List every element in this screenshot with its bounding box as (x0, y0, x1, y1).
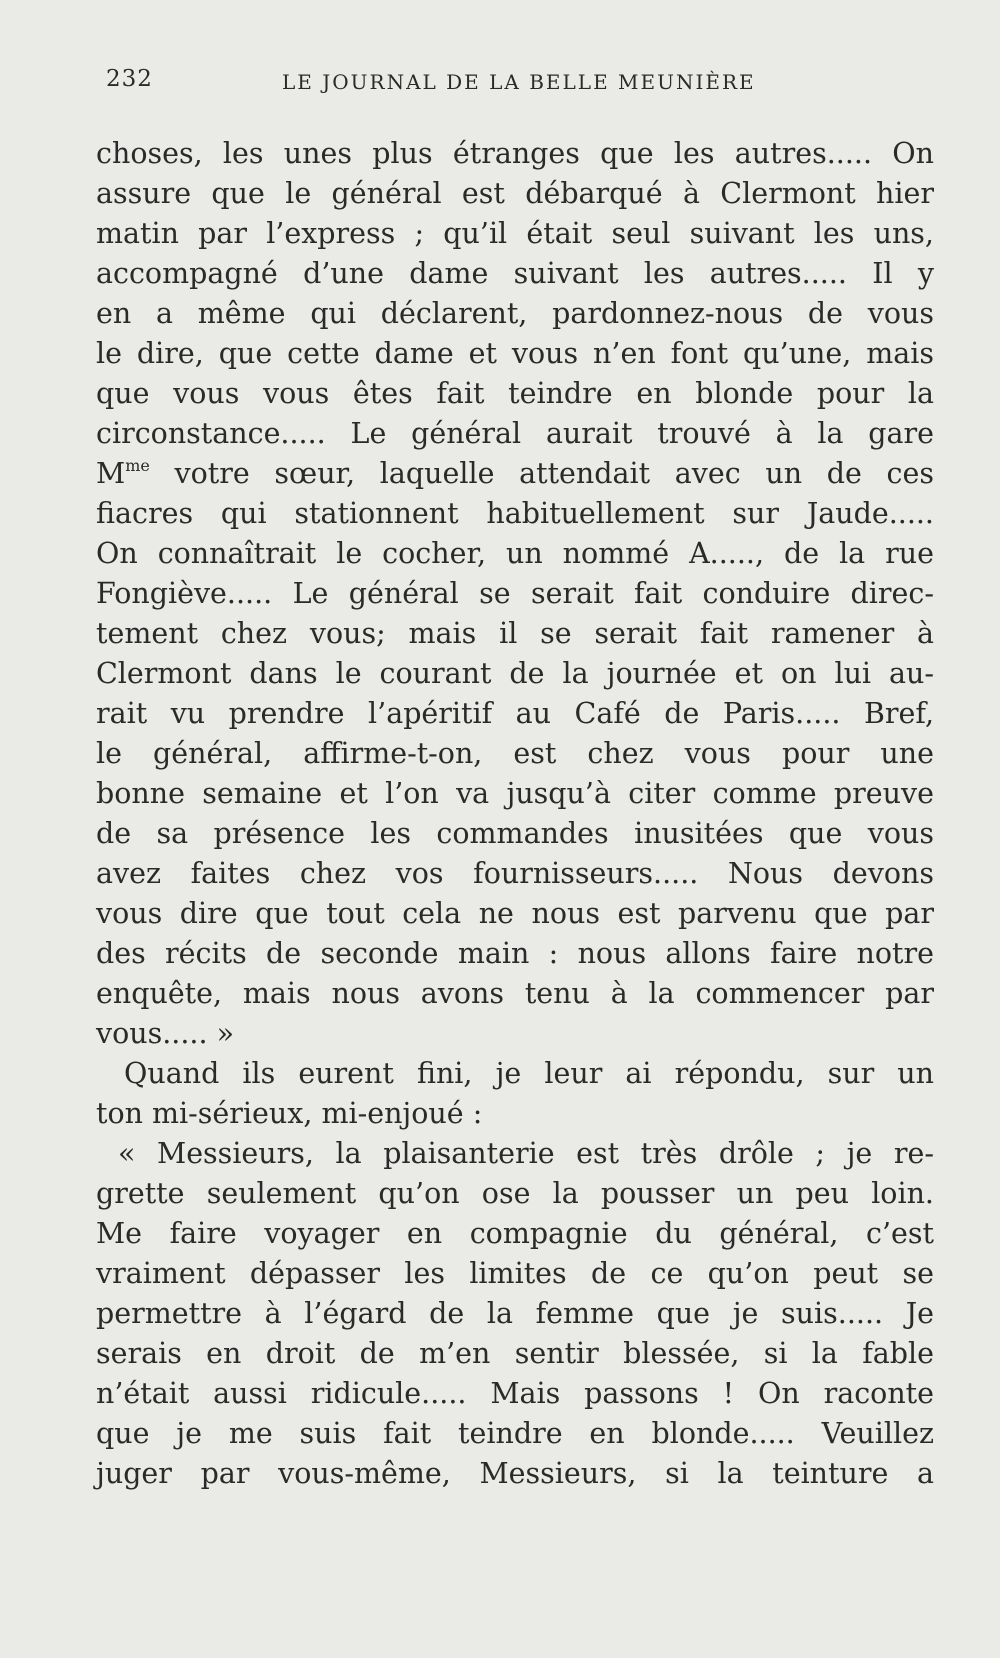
text-line: le dire, que cette dame et vous n’en font qu’une, mais (96, 337, 934, 370)
text-line: bonne semaine et l’on va jusqu’à citer comme preuve (96, 777, 934, 810)
text-line: le général, affirme-t-on, est chez vous pour une (96, 737, 934, 770)
text-line: accompagné d’une dame suivant les autres..... Il y (96, 257, 934, 290)
text-line: vous..... » (96, 1017, 235, 1050)
text-line: fiacres qui stationnent habituellement sur Jaude..... (96, 497, 934, 530)
text-line: ton mi-sérieux, mi-enjoué : (96, 1097, 483, 1130)
text-line: n’était aussi ridicule..... Mais passons ! On raconte (96, 1377, 934, 1410)
text-line: choses, les unes plus étranges que les autres..... On (96, 137, 934, 170)
text-line: vous dire que tout cela ne nous est parvenu que par (96, 897, 934, 930)
text-line: en a même qui déclarent, pardonnez-nous de vous (96, 297, 934, 330)
text-line: de sa présence les commandes inusitées que vous (96, 817, 934, 850)
text-line: circonstance..... Le général aurait trouvé à la gare (96, 417, 934, 450)
page-header (106, 66, 946, 106)
page-number: 232 (106, 66, 153, 92)
abbrev-madame: $M^{me}$ (96, 456, 150, 490)
text-line: avez faites chez vos fournisseurs..... Nous devons (96, 857, 934, 890)
text-line: tement chez vous; mais il se serait fait ramener à (96, 617, 934, 650)
text-line: Quand ils eurent fini, je leur ai répondu, sur un (124, 1057, 934, 1090)
text-line: Fongiève..... Le général se serait fait conduire direc- (96, 577, 934, 610)
text-line: matin par l’express ; qu’il était seul suivant les uns, (96, 217, 934, 250)
text-line: Clermont dans le courant de la journée et on lui au- (96, 657, 934, 690)
text-line: enquête, mais nous avons tenu à la commencer par (96, 977, 934, 1010)
text-line: grette seulement qu’on ose la pousser un peu loin. (96, 1177, 934, 1210)
running-title: LE JOURNAL DE LA BELLE MEUNIÈRE (282, 70, 756, 94)
text-line: « Messieurs, la plaisanterie est très drôle ; je re- (118, 1137, 934, 1170)
text-line: serais en droit de m’en sentir blessée, si la fable (96, 1337, 934, 1370)
text-line: vraiment dépasser les limites de ce qu’on peut se (96, 1257, 934, 1290)
text-line: juger par vous-même, Messieurs, si la teinture a (96, 1457, 934, 1490)
text-line: assure que le général est débarqué à Clermont hier (96, 177, 934, 210)
text-line: rait vu prendre l’apéritif au Café de Paris..... Bref, (96, 697, 934, 730)
text-line: On connaîtrait le cocher, un nommé A....., de la rue (96, 537, 934, 570)
text-line: que vous vous êtes fait teindre en blonde pour la (96, 377, 934, 410)
text-line: que je me suis fait teindre en blonde..... Veuillez (96, 1417, 934, 1450)
text-line-with-abbrev: $M^{me}$ votre sœur, laquelle attendait avec un de ces (96, 456, 934, 490)
text-line: Me faire voyager en compagnie du général, c’est (96, 1217, 934, 1250)
text-line: des récits de seconde main : nous allons faire notre (96, 937, 934, 970)
text-line: permettre à l’égard de la femme que je suis..... Je (96, 1297, 934, 1330)
body-text (96, 134, 934, 1494)
